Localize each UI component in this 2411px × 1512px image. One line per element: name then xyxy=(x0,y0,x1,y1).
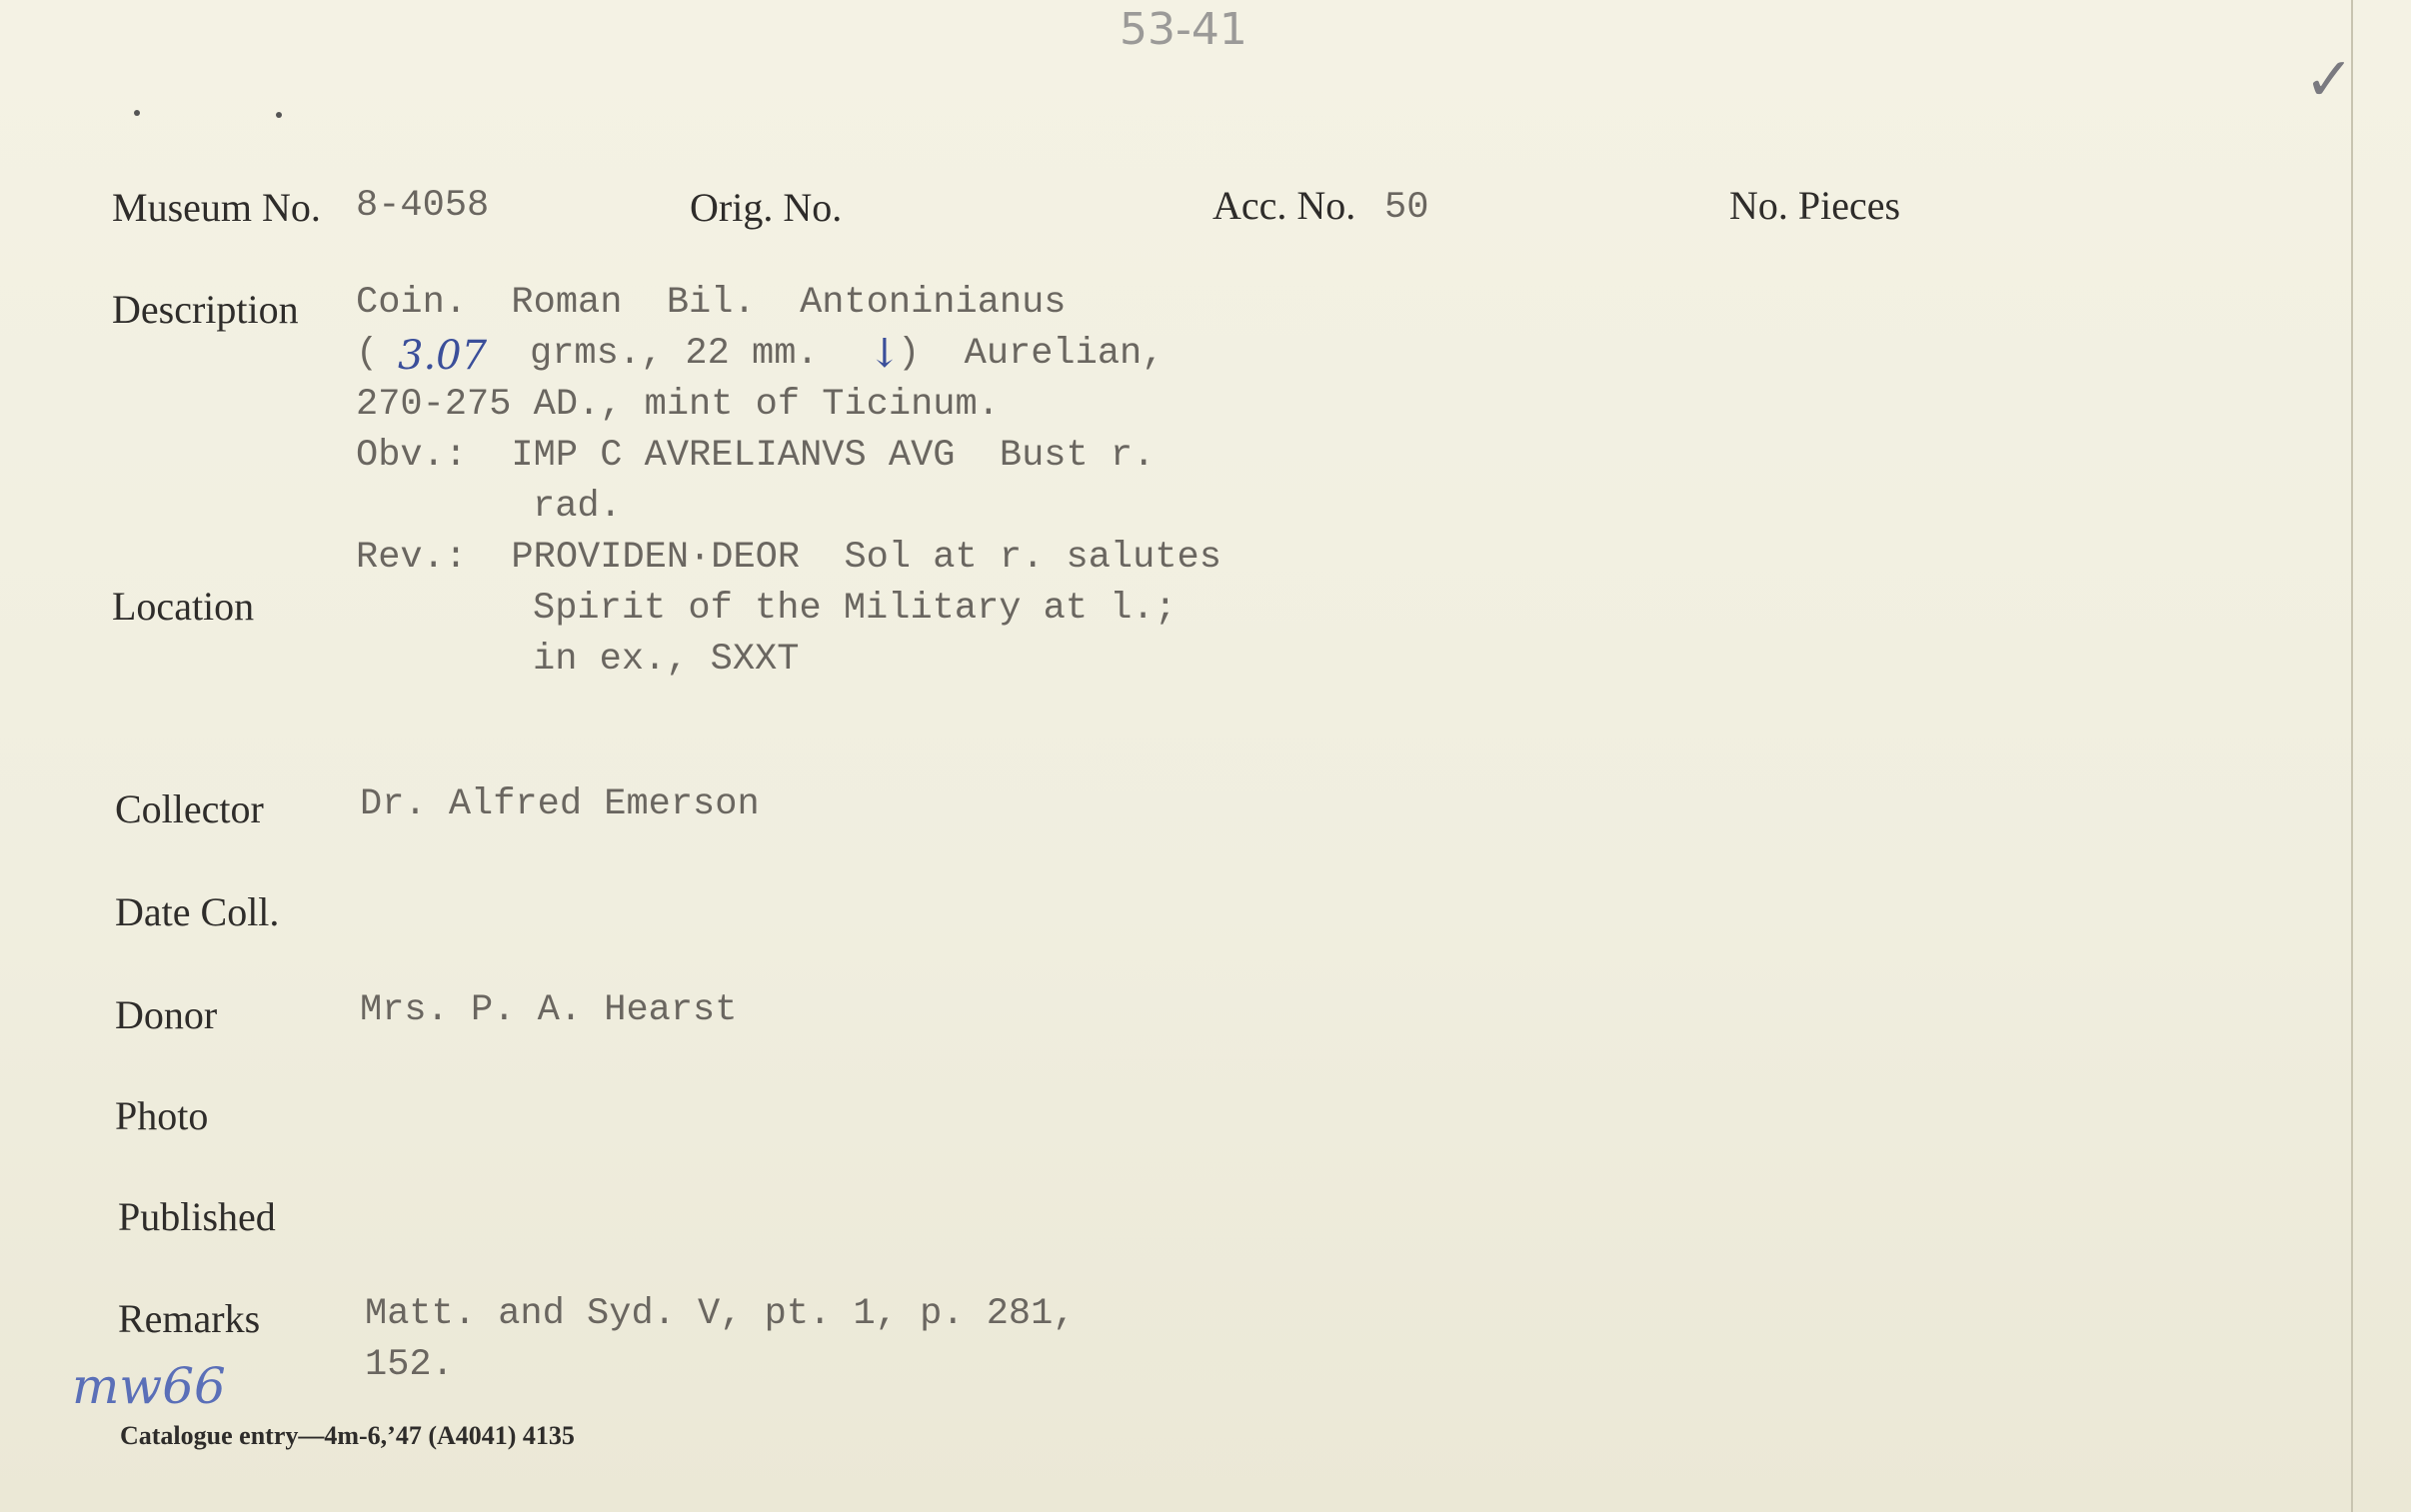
description-line: rad. xyxy=(533,486,622,528)
handwritten-initials: mw66 xyxy=(72,1357,226,1415)
description-line: ) Aurelian, xyxy=(898,333,1165,375)
description-line: Coin. Roman Bil. Antoninianus xyxy=(356,282,1067,324)
punch-mark xyxy=(276,112,282,118)
orig-no-label: Orig. No. xyxy=(690,185,843,230)
description-line: Obv.: IMP C AVRELIANVS AVG Bust r. xyxy=(356,435,1156,477)
acc-no-value: 50 xyxy=(1384,187,1429,229)
published-label: Published xyxy=(118,1194,276,1239)
remarks-line: 152. xyxy=(365,1344,454,1386)
check-mark-icon: ✓ xyxy=(2304,45,2355,115)
catalogue-footer: Catalogue entry—4m-6,’47 (A4041) 4135 xyxy=(120,1421,575,1450)
description-label: Description xyxy=(112,287,299,332)
collector-value: Dr. Alfred Emerson xyxy=(360,783,760,825)
punch-mark xyxy=(134,110,140,116)
museum-no-value: 8-4058 xyxy=(356,185,490,227)
museum-no-label: Museum No. xyxy=(112,185,321,230)
die-axis-arrow-icon: ↓ xyxy=(868,331,902,377)
collector-label: Collector xyxy=(115,786,264,831)
description-line: Spirit of the Military at l.; xyxy=(533,588,1177,630)
donor-value: Mrs. P. A. Hearst xyxy=(360,989,738,1031)
description-line: grms., 22 mm. xyxy=(530,333,819,375)
description-line: in ex., SXXT xyxy=(533,639,800,681)
description-line: ( xyxy=(356,333,379,375)
no-pieces-label: No. Pieces xyxy=(1729,183,1901,228)
date-coll-label: Date Coll. xyxy=(115,889,280,934)
weight-handwritten: 3.07 xyxy=(398,333,488,379)
remarks-label: Remarks xyxy=(118,1296,261,1341)
location-label: Location xyxy=(112,584,255,629)
donor-label: Donor xyxy=(115,992,218,1037)
card-number: 53-41 xyxy=(1120,4,1247,55)
description-line: 270-275 AD., mint of Ticinum. xyxy=(356,384,1000,426)
remarks-line: Matt. and Syd. V, pt. 1, p. 281, xyxy=(365,1293,1076,1335)
card-edge xyxy=(2351,0,2353,1512)
photo-label: Photo xyxy=(115,1093,209,1138)
description-line: Rev.: PROVIDEN·DEOR Sol at r. salutes xyxy=(356,537,1221,579)
acc-no-label: Acc. No. xyxy=(1212,183,1356,228)
